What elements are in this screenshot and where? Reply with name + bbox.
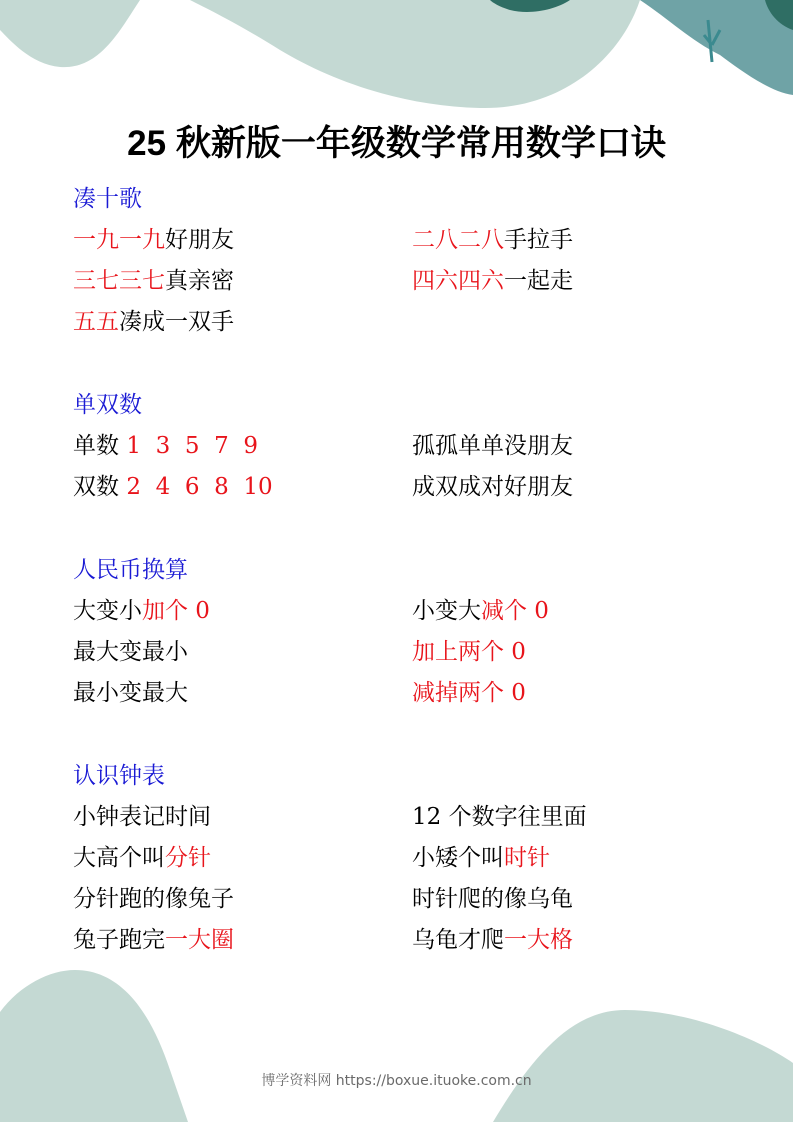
section-heading: 凑十歌 bbox=[73, 186, 142, 212]
verse-text: 真亲密 bbox=[165, 268, 234, 294]
verse-text: 大高个叫 bbox=[73, 845, 165, 871]
verse-line-left bbox=[73, 843, 211, 873]
verse-line-right bbox=[412, 266, 573, 296]
section-heading: 单双数 bbox=[73, 392, 142, 418]
verse-text: 成双成对好朋友 bbox=[412, 474, 573, 500]
verse-line-left bbox=[73, 925, 234, 955]
highlighted-text: 一大圈 bbox=[165, 927, 234, 953]
verse-text: 乌龟才爬 bbox=[412, 927, 504, 953]
highlighted-text: 减个 0 bbox=[481, 598, 549, 624]
top-right-leaf bbox=[640, 0, 793, 95]
highlighted-text: 时针 bbox=[504, 845, 550, 871]
verse-text: 最大变最小 bbox=[73, 639, 188, 665]
verse-text: 凑成一双手 bbox=[119, 309, 234, 335]
verse-line-right bbox=[412, 431, 573, 461]
verse-text: 小钟表记时间 bbox=[73, 804, 211, 830]
verse-text: 12 个数字往里面 bbox=[412, 804, 587, 830]
verse-line-right bbox=[412, 802, 587, 832]
verse-line-right bbox=[412, 925, 573, 955]
verse-text: 双数 bbox=[73, 474, 127, 500]
verse-text: 分针跑的像兔子 bbox=[73, 886, 234, 912]
verse-line-left bbox=[73, 884, 234, 914]
highlighted-text: 分针 bbox=[165, 845, 211, 871]
highlighted-text: 一大格 bbox=[504, 927, 573, 953]
verse-text: 大变小 bbox=[73, 598, 142, 624]
verse-line-left bbox=[73, 678, 188, 708]
highlighted-text: 一九一九 bbox=[73, 227, 165, 253]
verse-line-left bbox=[73, 431, 258, 461]
highlighted-text: 1 3 5 7 9 bbox=[126, 433, 258, 459]
verse-text: 最小变最大 bbox=[73, 680, 188, 706]
verse-text: 兔子跑完 bbox=[73, 927, 165, 953]
page-title: 25 秋新版一年级数学常用数学口诀 bbox=[127, 124, 666, 163]
highlighted-text: 加上两个 0 bbox=[412, 639, 526, 665]
verse-line-right bbox=[412, 843, 550, 873]
verse-line-right bbox=[412, 596, 549, 626]
verse-text: 时针爬的像乌龟 bbox=[412, 886, 573, 912]
section-heading: 人民币换算 bbox=[73, 557, 188, 583]
verse-text: 一起走 bbox=[504, 268, 573, 294]
verse-text: 小矮个叫 bbox=[412, 845, 504, 871]
verse-line-left bbox=[73, 637, 188, 667]
highlighted-text: 加个 0 bbox=[142, 598, 210, 624]
verse-line-left bbox=[73, 307, 234, 337]
verse-line-right bbox=[412, 884, 573, 914]
top-center-wave bbox=[190, 0, 640, 108]
bottom-left-hill bbox=[0, 970, 188, 1122]
verse-line-right bbox=[412, 678, 526, 708]
verse-line-left bbox=[73, 266, 234, 296]
verse-text: 孤孤单单没朋友 bbox=[412, 433, 573, 459]
highlighted-text: 三七三七 bbox=[73, 268, 165, 294]
verse-line-left bbox=[73, 802, 211, 832]
verse-line-right bbox=[412, 225, 573, 255]
highlighted-text: 2 4 6 8 10 bbox=[126, 474, 273, 500]
verse-text: 单数 bbox=[73, 433, 127, 459]
bottom-right-hill-shape bbox=[493, 1010, 793, 1122]
highlighted-text: 减掉两个 0 bbox=[412, 680, 526, 706]
highlighted-text: 五五 bbox=[73, 309, 119, 335]
verse-line-left bbox=[73, 596, 210, 626]
footer-watermark: 博学资料网 https://boxue.ituoke.com.cn bbox=[261, 1073, 532, 1089]
verse-line-left bbox=[73, 225, 234, 255]
verse-line-left bbox=[73, 472, 273, 502]
section-heading: 认识钟表 bbox=[73, 763, 165, 789]
verse-text: 好朋友 bbox=[165, 227, 234, 253]
top-left-wave bbox=[0, 0, 140, 67]
verse-text: 小变大 bbox=[412, 598, 481, 624]
verse-text: 手拉手 bbox=[504, 227, 573, 253]
verse-line-right bbox=[412, 472, 573, 502]
highlighted-text: 二八二八 bbox=[412, 227, 504, 253]
verse-line-right bbox=[412, 637, 526, 667]
highlighted-text: 四六四六 bbox=[412, 268, 504, 294]
